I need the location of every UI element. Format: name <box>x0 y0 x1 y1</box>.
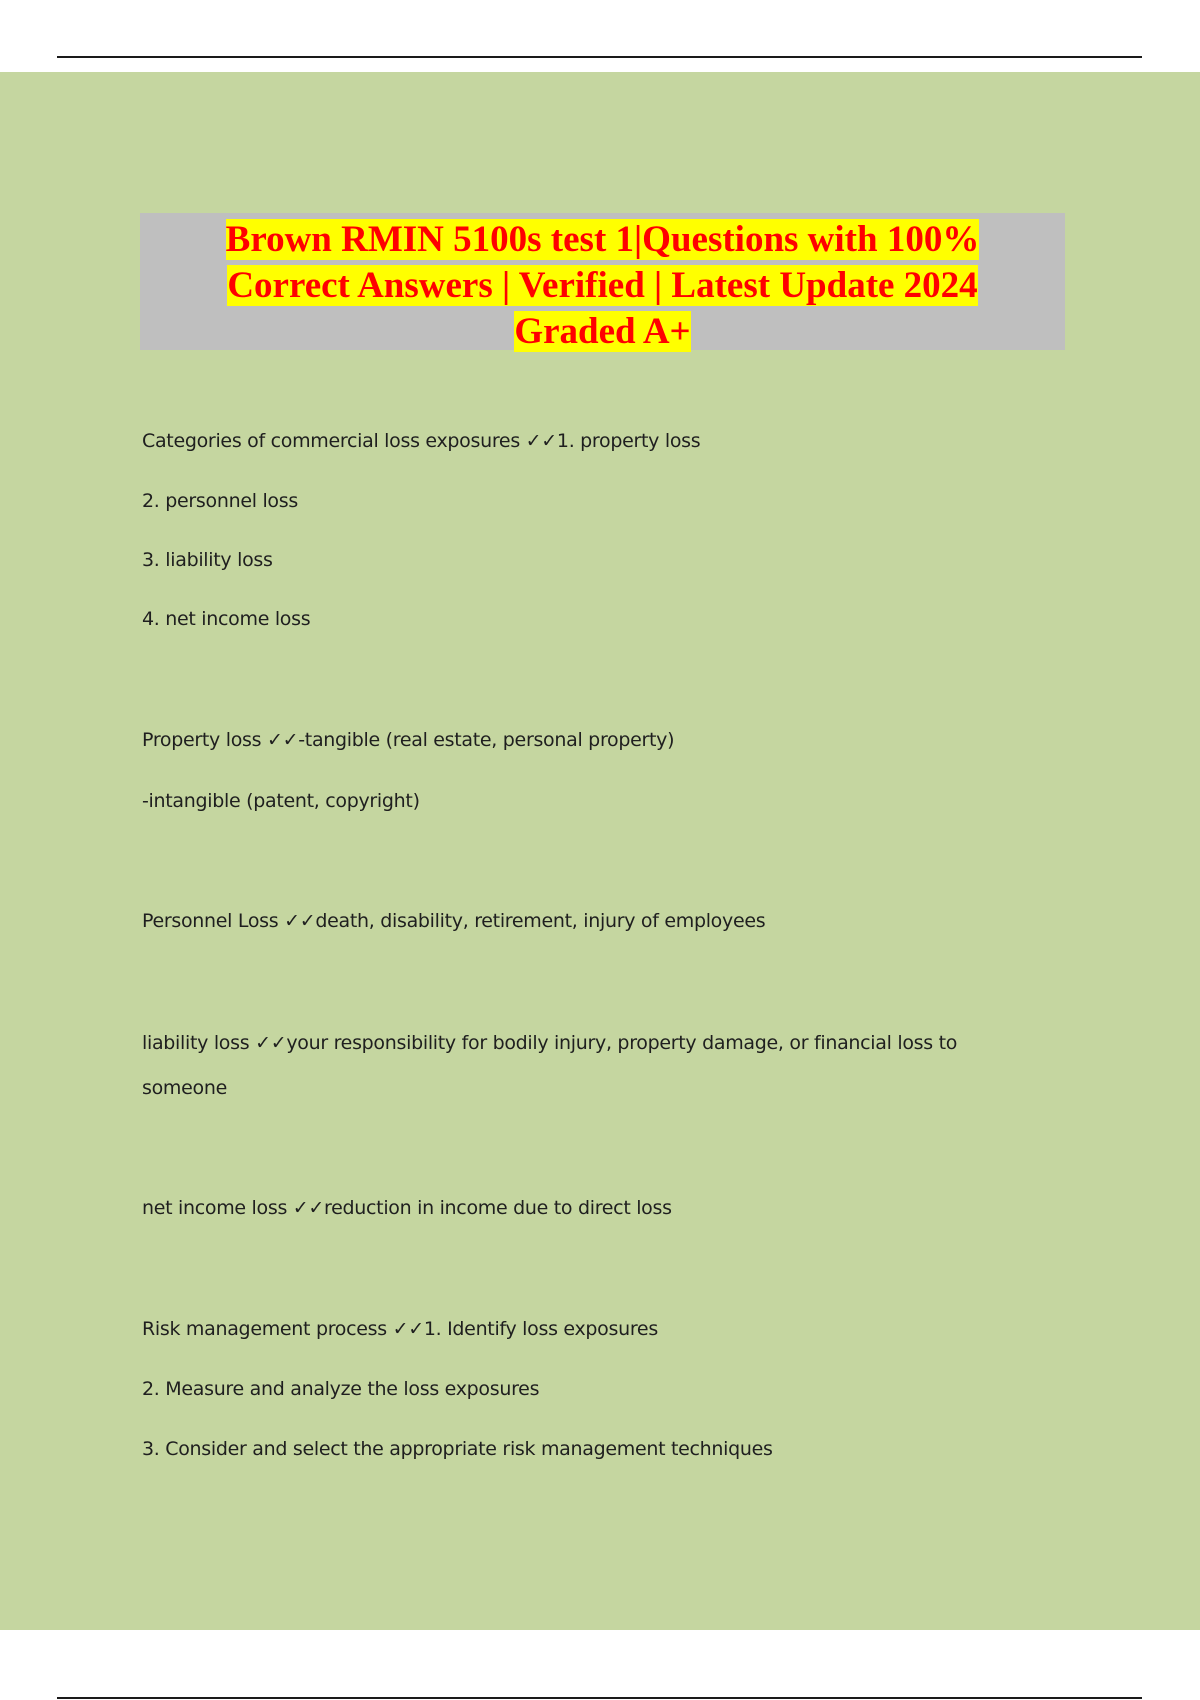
qa-answer: your responsibility for bodily injury, property damage, or financial loss to <box>286 1032 958 1054</box>
qa-entry-6-question <box>142 1318 658 1340</box>
qa-entry-1-line-2: 2. personnel loss <box>142 490 298 512</box>
qa-term: liability loss <box>142 1032 256 1054</box>
title-line-1: Brown RMIN 5100s test 1|Questions with 100% <box>225 219 980 260</box>
qa-answer: reduction in income due to direct loss <box>324 1197 672 1219</box>
check-mark-icon: ✓✓ <box>292 1197 325 1219</box>
check-mark-icon: ✓✓ <box>525 430 557 452</box>
qa-entry-4-line-2: someone <box>142 1077 227 1099</box>
qa-answer: 1. Identify loss exposures <box>423 1318 658 1340</box>
check-mark-icon: ✓✓ <box>392 1318 424 1340</box>
qa-answer: 1. property loss <box>556 430 701 452</box>
qa-entry-5-question <box>142 1197 672 1219</box>
title-line-2: Correct Answers | Verified | Latest Update 2024 <box>227 265 978 306</box>
bottom-rule <box>57 1697 1142 1699</box>
qa-entry-6-line-3: 3. Consider and select the appropriate risk management techniques <box>142 1438 773 1460</box>
qa-answer: -tangible (real estate, personal property) <box>298 729 675 751</box>
qa-term: Risk management process <box>142 1318 393 1340</box>
qa-entry-1-question <box>142 430 700 452</box>
qa-entry-2-question <box>142 729 674 751</box>
title-banner <box>140 213 1065 350</box>
qa-entry-3-question <box>142 910 765 932</box>
check-mark-icon: ✓✓ <box>266 729 299 751</box>
check-mark-icon: ✓✓ <box>255 1032 287 1054</box>
qa-term: Personnel Loss <box>142 910 285 932</box>
check-mark-icon: ✓✓ <box>284 910 316 932</box>
qa-entry-1-line-3: 3. liability loss <box>142 549 273 571</box>
qa-entry-1-line-4: 4. net income loss <box>142 608 311 630</box>
qa-term: Categories of commercial loss exposures <box>142 430 526 452</box>
qa-entry-4-question <box>142 1032 957 1054</box>
qa-term: net income loss <box>142 1197 293 1219</box>
title-line-3: Graded A+ <box>514 311 691 352</box>
qa-entry-6-line-2: 2. Measure and analyze the loss exposures <box>142 1378 540 1400</box>
qa-answer: death, disability, retirement, injury of employees <box>315 910 766 932</box>
qa-entry-2-line-2: -intangible (patent, copyright) <box>142 790 420 812</box>
top-rule <box>57 56 1142 58</box>
qa-term: Property loss <box>142 729 267 751</box>
